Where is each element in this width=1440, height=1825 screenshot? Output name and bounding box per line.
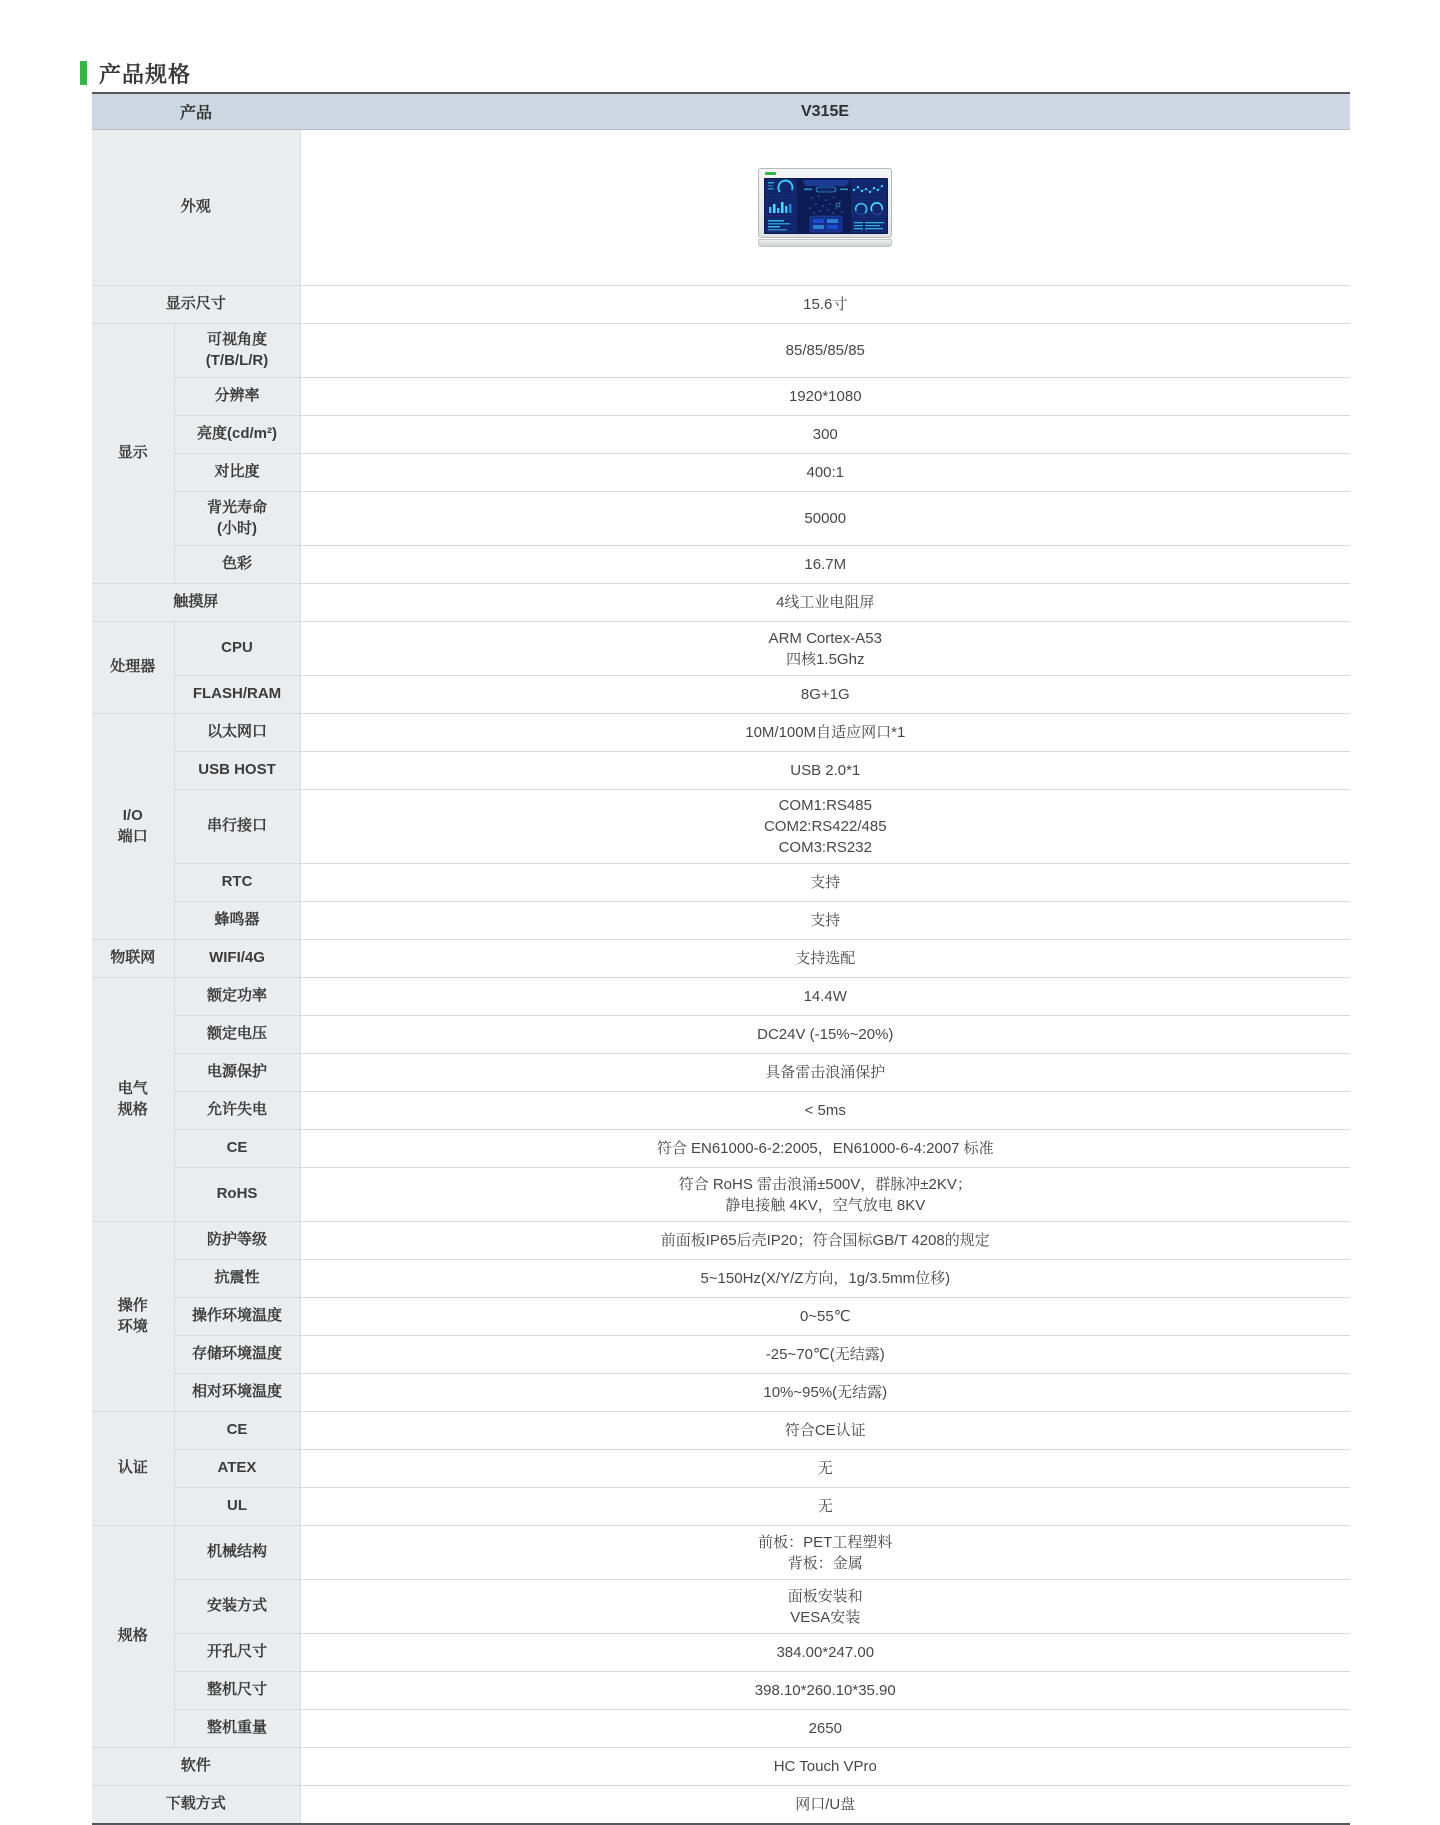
spec-value: 4线工业电阻屏 [776,594,875,611]
spec-row [92,1450,1350,1488]
spec-value: 面板安装和 [787,1587,863,1605]
group-label-line: 显示 [117,444,148,462]
spec-label: (小时) [217,519,257,537]
spec-row [92,978,1350,1016]
spec-label: 防护等级 [207,1231,268,1249]
spec-value: 符合 RoHS 雷击浪涌±500V，群脉冲±2KV； [678,1175,972,1193]
spec-label: 抗震性 [214,1269,260,1287]
spec-label: 可视角度 [207,331,268,349]
group-label-cell [92,1526,174,1748]
spec-label: RTC [221,873,253,891]
spec-value: ARM Cortex-A53 [768,629,882,647]
spec-label: 分辨率 [214,387,260,405]
spec-row [92,714,1350,752]
spec-value: 四核1.5Ghz [786,650,865,668]
group-label-line: I/O [122,807,143,825]
spec-value-cell [300,1634,1350,1672]
spec-label-cell [174,324,300,378]
header-product-label: 产品 [92,93,300,130]
spec-row [92,1412,1350,1450]
spec-value: 0~55℃ [799,1308,851,1325]
spec-value-cell [300,790,1350,864]
spec-value-cell [300,622,1350,676]
spec-label-cell [174,1710,300,1748]
spec-row [92,1488,1350,1526]
spec-label-cell [174,1672,300,1710]
spec-label-cell [174,940,300,978]
spec-label-cell [174,1168,300,1222]
spec-row [92,130,1350,286]
spec-value: DC24V (-15%~20%) [757,1026,894,1043]
spec-label: (T/B/L/R) [205,351,269,369]
spec-value: 符合CE认证 [784,1422,866,1439]
spec-value: 无 [817,1498,833,1515]
spec-label: 蜂鸣器 [214,911,260,929]
spec-label-cell [174,378,300,416]
group-label-line: 环境 [117,1317,148,1335]
spec-value: 10M/100M自适应网口*1 [745,724,906,741]
spec-row [92,1336,1350,1374]
spec-label-cell [92,130,300,286]
spec-row [92,1168,1350,1222]
spec-row [92,752,1350,790]
spec-row [92,1260,1350,1298]
spec-row [92,864,1350,902]
spec-value-cell [300,1412,1350,1450]
spec-label-cell [174,1260,300,1298]
spec-label: 串行接口 [207,817,268,835]
spec-label: 触摸屏 [173,593,219,611]
spec-value: COM1:RS485 [778,797,872,814]
spec-label: CPU [221,639,253,657]
spec-value: < 5ms [804,1102,846,1119]
spec-label-cell [174,1016,300,1054]
spec-value: 具备雷击浪涌保护 [765,1064,886,1081]
spec-value-cell [300,1336,1350,1374]
spec-value: 300 [812,426,838,443]
green-accent-bar-icon [80,61,87,85]
device-bezel [758,168,892,238]
spec-value: 无 [817,1460,833,1477]
spec-label: 色彩 [222,555,253,573]
spec-value-cell [300,584,1350,622]
spec-value-cell [300,1130,1350,1168]
header-product-model: V315E [300,93,1350,130]
spec-value-cell [300,940,1350,978]
spec-label-cell [174,864,300,902]
spec-value: USB 2.0*1 [790,762,861,779]
spec-row [92,1710,1350,1748]
spec-label: CE [226,1139,248,1157]
spec-row [92,324,1350,378]
spec-label-cell [174,1450,300,1488]
spec-row [92,286,1350,324]
spec-label-cell [174,1374,300,1412]
spec-label: 以太网口 [207,723,268,741]
spec-label-cell [174,1298,300,1336]
spec-row [92,676,1350,714]
spec-label-cell [92,1786,300,1825]
spec-row [92,1016,1350,1054]
spec-label-cell [174,1526,300,1580]
spec-row [92,1786,1350,1825]
spec-value-cell [300,286,1350,324]
spec-value-cell [300,1168,1350,1222]
spec-row [92,1092,1350,1130]
spec-value-cell [300,752,1350,790]
spec-value-cell [300,1092,1350,1130]
spec-label-cell [174,1580,300,1634]
device-dashboard-screen [764,178,888,234]
spec-value-cell [300,1580,1350,1634]
spec-label: 操作环境温度 [192,1307,283,1325]
group-label-line: 电气 [117,1080,148,1098]
spec-value: 支持 [810,874,841,891]
spec-label-cell [174,1054,300,1092]
spec-label-cell [174,546,300,584]
spec-label-cell [174,1336,300,1374]
group-label-cell [92,1222,174,1412]
spec-value-cell [300,1298,1350,1336]
brand-logo-icon [765,172,776,175]
spec-value-cell [300,1488,1350,1526]
spec-row [92,1222,1350,1260]
spec-value-cell [300,1748,1350,1786]
group-label-cell [92,978,174,1222]
spec-row [92,1634,1350,1672]
spec-label: ATEX [217,1459,257,1477]
group-label-line: 处理器 [110,658,156,676]
spec-value: COM2:RS422/485 [763,818,887,835]
spec-label-cell [174,676,300,714]
spec-label-cell [174,752,300,790]
group-label-cell [92,940,174,978]
spec-label-cell [174,1092,300,1130]
spec-label: 整机重量 [207,1719,268,1737]
spec-value-cell [300,1526,1350,1580]
spec-label: 开孔尺寸 [207,1643,268,1661]
spec-label: 机械结构 [207,1543,268,1561]
group-label-line: 认证 [117,1459,148,1477]
spec-value-cell [300,546,1350,584]
group-label-cell [92,1412,174,1526]
spec-label-cell [174,1634,300,1672]
spec-label: 下载方式 [165,1795,226,1813]
spec-value-cell [300,1786,1350,1825]
spec-label: 背光寿命 [207,499,268,517]
spec-value: 50000 [804,510,847,527]
spec-label-cell [174,978,300,1016]
spec-value: 5~150Hz(X/Y/Z方向，1g/3.5mm位移) [700,1270,951,1287]
spec-value-cell [300,676,1350,714]
spec-value-cell [300,378,1350,416]
spec-value-cell [300,492,1350,546]
spec-label: 整机尺寸 [207,1681,268,1699]
spec-row [92,378,1350,416]
spec-row [92,1054,1350,1092]
spec-value: -25~70℃(无结露) [765,1346,885,1363]
spec-value-cell [300,416,1350,454]
spec-label: RoHS [216,1185,258,1203]
spec-value: 背板：金属 [787,1554,863,1572]
spec-label-cell [92,1748,300,1786]
spec-row [92,1374,1350,1412]
spec-value-cell [300,1222,1350,1260]
spec-value: COM3:RS232 [778,839,872,856]
group-label-line: 规格 [117,1627,148,1645]
spec-label: 外观 [180,198,211,216]
spec-label: 对比度 [214,463,260,481]
spec-row [92,546,1350,584]
group-label-line: 操作 [117,1297,148,1315]
group-label-cell [92,622,174,714]
spec-label-cell [174,790,300,864]
spec-value: 16.7M [804,556,847,573]
spec-label: 额定功率 [207,987,268,1005]
spec-row [92,1672,1350,1710]
spec-row [92,416,1350,454]
spec-label: UL [227,1497,247,1515]
spec-row [92,492,1350,546]
spec-label-cell [174,416,300,454]
spec-label: 存储环境温度 [192,1345,283,1363]
spec-label: 软件 [180,1757,211,1775]
spec-label: 允许失电 [207,1101,268,1119]
spec-label-cell [92,584,300,622]
spec-value: 支持 [810,912,841,929]
spec-label-cell [174,1130,300,1168]
spec-value: 15.6寸 [803,296,848,313]
spec-value-cell [300,1054,1350,1092]
spec-value: 前面板IP65后壳IP20；符合国标GB/T 4208的规定 [660,1232,990,1249]
spec-value-cell [300,1710,1350,1748]
group-label-cell [92,324,174,584]
spec-value: 85/85/85/85 [785,342,865,359]
spec-value: 384.00*247.00 [776,1644,875,1661]
spec-label-cell [174,454,300,492]
spec-row [92,1130,1350,1168]
spec-row [92,1748,1350,1786]
device-stand-base [758,239,892,247]
spec-value: 符合 EN61000-6-2:2005，EN61000-6-4:2007 标准 [656,1140,994,1157]
spec-label-cell [174,714,300,752]
spec-value: 10%~95%(无结露) [763,1384,888,1401]
spec-value: 398.10*260.10*35.90 [754,1682,896,1699]
spec-label-cell [174,1222,300,1260]
spec-label-cell [174,1488,300,1526]
spec-value-cell [300,902,1350,940]
spec-value-cell [300,324,1350,378]
spec-row [92,940,1350,978]
group-label-line: 物联网 [110,949,156,967]
spec-value-cell [300,1260,1350,1298]
product-image [305,162,1347,253]
spec-value-cell [300,714,1350,752]
spec-label: USB HOST [198,761,276,779]
spec-label-cell [174,492,300,546]
spec-value-cell [300,1450,1350,1488]
spec-label: 电源保护 [207,1063,268,1081]
spec-row [92,622,1350,676]
spec-row [92,902,1350,940]
spec-value: 2650 [808,1720,842,1737]
spec-label-cell [174,1412,300,1450]
section-title: 产品规格 [99,61,192,87]
spec-row [92,1298,1350,1336]
spec-value-cell [300,1016,1350,1054]
spec-label: FLASH/RAM [192,685,282,703]
spec-value: 14.4W [803,988,847,1005]
spec-value-cell [300,130,1350,286]
group-label-line: 规格 [117,1100,148,1118]
group-label-line: 端口 [117,827,148,845]
spec-label: 相对环境温度 [192,1383,283,1401]
spec-value: 网口/U盘 [795,1796,856,1813]
spec-value: 400:1 [806,464,845,481]
spec-label-cell [174,622,300,676]
spec-row [92,1526,1350,1580]
spec-label-cell [174,902,300,940]
spec-value-cell [300,864,1350,902]
spec-label: 安装方式 [207,1597,268,1615]
spec-value: 前板：PET工程塑料 [758,1533,893,1551]
spec-label: CE [226,1421,248,1439]
spec-value-cell [300,454,1350,492]
table-header-row [92,93,1350,130]
spec-value: 支持选配 [795,950,856,967]
spec-label: 额定电压 [207,1025,268,1043]
spec-label: WIFI/4G [209,949,265,967]
spec-label-cell [92,286,300,324]
spec-value: 静电接触 4KV，空气放电 8KV [725,1196,926,1214]
spec-value-cell [300,978,1350,1016]
spec-row [92,584,1350,622]
product-spec-table [92,92,1350,1825]
spec-row [92,1580,1350,1634]
spec-value: 8G+1G [800,686,850,703]
group-label-cell [92,714,174,940]
spec-row [92,790,1350,864]
spec-value: 1920*1080 [788,388,862,405]
spec-value-cell [300,1672,1350,1710]
spec-row [92,454,1350,492]
spec-value-cell [300,1374,1350,1412]
spec-label: 显示尺寸 [165,295,226,313]
spec-label: 亮度(cd/m²) [197,425,277,443]
spec-value: HC Touch VPro [773,1758,877,1775]
spec-value: VESA安装 [790,1608,861,1626]
